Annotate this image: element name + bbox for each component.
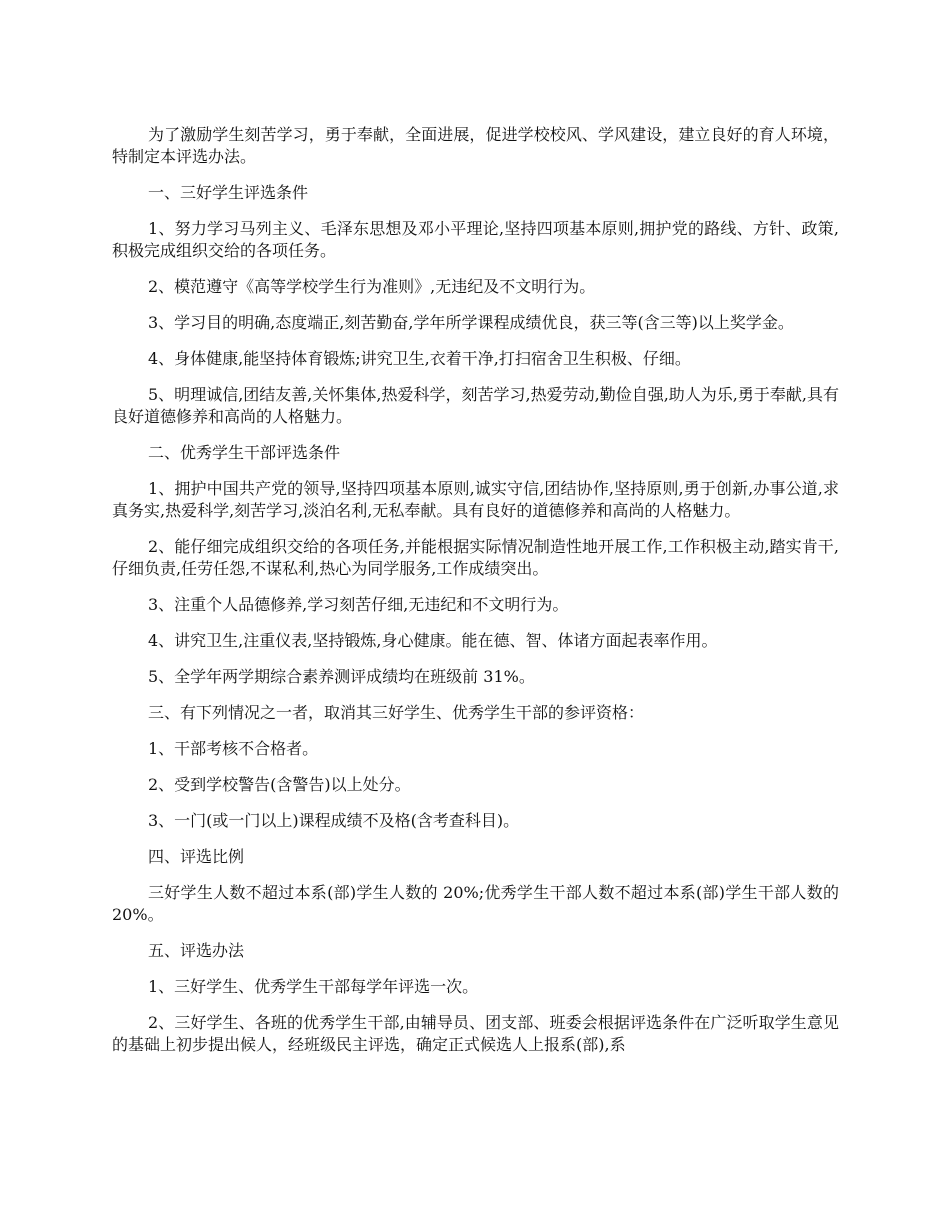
section-4-text: 三好学生人数不超过本系(部)学生人数的 20%;优秀学生干部人数不超过本系(部)学生干部人数的 20%。: [112, 883, 839, 924]
section-2-item-2: 2、能仔细完成组织交给的各项任务,并能根据实际情况制造性地开展工作,工作积极主动,踏实肯干,仔细负责,任劳任怨,不谋私利,热心为同学服务,工作成绩突出。: [112, 537, 839, 578]
section-3-item-1: 1、干部考核不合格者。: [148, 739, 319, 758]
section-heading-2: 二、优秀学生干部评选条件: [148, 443, 341, 462]
section-1-item-5: 5、明理诚信,团结友善,关怀集体,热爱科学，刻苦学习,热爱劳动,勤俭自强,助人为乐,勇于奉献,具有良好道德修养和高尚的人格魅力。: [112, 385, 839, 426]
document-body: [112, 124, 839, 1070]
section-heading-5: 五、评选办法: [148, 941, 245, 960]
section-heading-1: 一、三好学生评选条件: [148, 183, 309, 202]
section-5-item-1: 1、三好学生、优秀学生干部每学年评选一次。: [148, 977, 479, 996]
section-3-item-2: 2、受到学校警告(含警告)以上处分。: [148, 775, 411, 794]
section-3-item-3: 3、一门(或一门以上)课程成绩不及格(含考查科目)。: [148, 811, 520, 830]
section-2-item-1: 1、拥护中国共产党的领导,坚持四项基本原则,诚实守信,团结协作,坚持原则,勇于创新,办事公道,求真务实,热爱科学,刻苦学习,淡泊名利,无私奉献。具有良好的道德修养和高尚的人格魅力。: [112, 479, 839, 520]
section-2-item-3: 3、注重个人品德修养,学习刻苦仔细,无违纪和不文明行为。: [148, 595, 569, 614]
section-heading-3: 三、有下列情况之一者，取消其三好学生、优秀学生干部的参评资格：: [148, 703, 645, 722]
intro-paragraph: 为了激励学生刻苦学习，勇于奉献，全面进展，促进学校校风、学风建设，建立良好的育人环境，特制定本评选办法。: [112, 125, 839, 166]
section-heading-4: 四、评选比例: [148, 847, 245, 866]
section-1-item-4: 4、身体健康,能坚持体育锻炼;讲究卫生,衣着干净,打扫宿舍卫生积极、仔细。: [148, 349, 691, 368]
section-2-item-4: 4、讲究卫生,注重仪表,坚持锻炼,身心健康。能在德、智、体诸方面起表率作用。: [148, 631, 718, 650]
section-1-item-1: 1、努力学习马列主义、毛泽东思想及邓小平理论,坚持四项基本原则,拥护党的路线、方针、政策,积极完成组织交给的各项任务。: [112, 219, 839, 260]
section-5-item-2: 2、三好学生、各班的优秀学生干部,由辅导员、团支部、班委会根据评选条件在广泛听取学生意见的基础上初步提出候人，经班级民主评选，确定正式候选人上报系(部),系: [112, 1013, 839, 1054]
section-2-item-5: 5、全学年两学期综合素养测评成绩均在班级前 31%。: [148, 667, 535, 686]
section-1-item-2: 2、模范遵守《高等学校学生行为准则》,无违纪及不文明行为。: [148, 277, 596, 296]
section-1-item-3: 3、学习目的明确,态度端正,刻苦勤奋,学年所学课程成绩优良，获三等(含三等)以上奖学金。: [148, 313, 794, 332]
